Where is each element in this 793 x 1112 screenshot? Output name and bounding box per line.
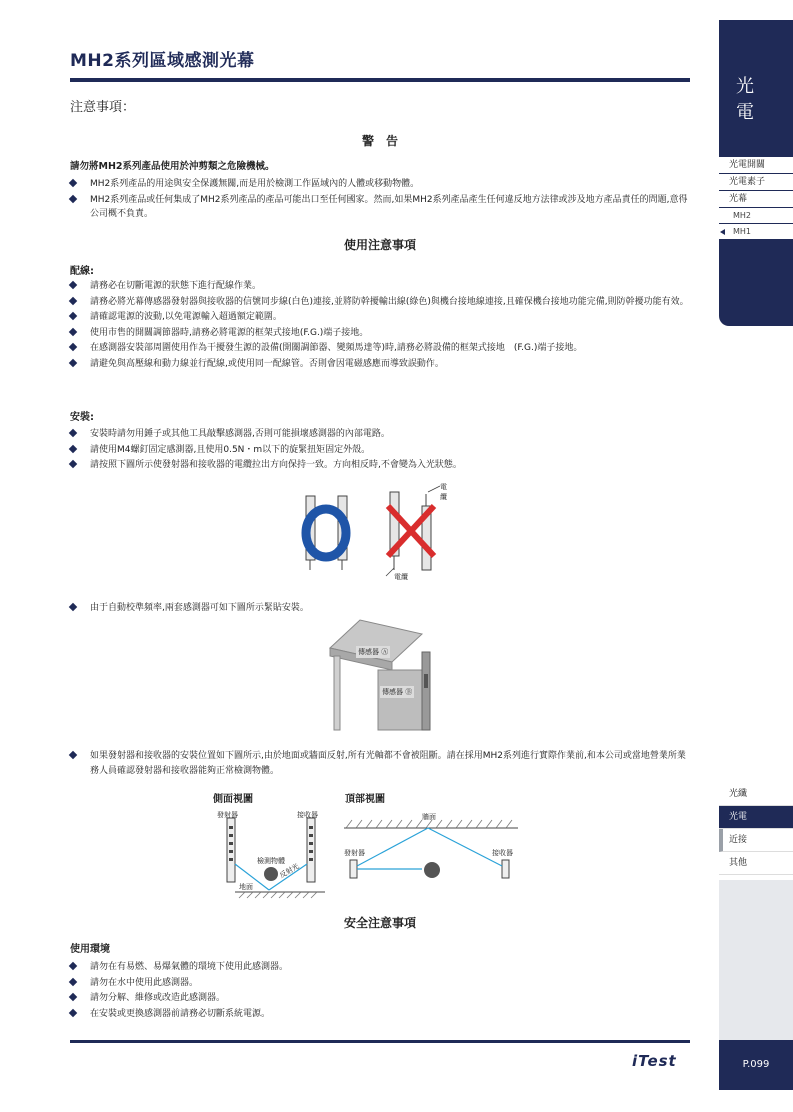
category-photoelectric[interactable]: 光電 [719,806,793,829]
category-fiber[interactable]: 光纖 [719,783,793,806]
side-emitter-label: 發射器 [217,811,238,819]
category-nav [719,783,793,875]
list-item: 請勿在水中使用此感測器。 [70,976,690,991]
title-rule [70,78,690,82]
list-item: 在安裝或更換感測器前請務必切斷系統電源。 [70,1007,690,1022]
diamond-bullet-icon [69,977,77,985]
category-other[interactable]: 其他 [719,852,793,875]
diamond-bullet-icon [69,444,77,452]
env-label: 使用環境 [70,944,110,955]
page-number: P.099 [719,1040,793,1090]
notes-label: 注意事項： [70,100,136,115]
top-receiver-label: 接收器 [492,849,513,857]
page-title: MH2系列區域感測光幕 [70,51,255,71]
safety-list [70,960,690,1022]
list-item: MH2系列產品的用途與安全保護無關,而是用於檢測工作區域內的人體或移動物體。 [70,177,690,192]
warning-lead: 請勿將MH2系列產品使用於沖剪類之危險機械。 [70,161,275,172]
side-reflect-label: 反射光 [278,862,301,880]
diamond-bullet-icon [69,179,77,187]
side-object-label: 檢測物體 [257,857,285,865]
list-item: 由于自動校準頻率,兩套感測器可如下圖所示緊貼安裝。 [70,601,690,616]
sensor-a-label: 傳感器 Ⓐ [358,648,389,656]
cable-label-bottom: 電纜 [394,573,408,581]
diamond-bullet-icon [69,460,77,468]
sidebar-fill [719,880,793,1040]
current-arrow-icon [720,229,725,235]
top-wall-label: 牆面 [422,813,436,821]
diamond-bullet-icon [69,993,77,1001]
top-view-title: 頂部視圖 [345,794,385,805]
sidebar-item-photoelectric-element[interactable]: 光電素子 [719,174,793,191]
sidebar-item-light-curtain[interactable]: 光幕 [719,191,793,208]
diamond-bullet-icon [69,312,77,320]
diamond-bullet-icon [69,603,77,611]
sidebar-sub-mh1[interactable]: MH1 [733,227,752,236]
usage-heading: 使用注意事項 [343,238,416,252]
side-view-title: 側面視圖 [213,794,253,805]
category-proximity[interactable]: 近接 [719,829,793,852]
list-item: 請勿分解、維修或改造此感測器。 [70,991,690,1006]
diamond-bullet-icon [69,962,77,970]
safety-heading: 安全注意事項 [343,916,416,930]
diamond-bullet-icon [69,281,77,289]
diamond-bullet-icon [69,296,77,304]
list-item: 如果發射器和接收器的安裝位置如下圖所示,由於地面或牆面反射,所有光軸都不會被阻斷。請在採用MH2系列進行實際作業前,和本公司或當地營業所業務人員確認發射器和接收器能夠正常檢測物體。 [70,749,690,778]
side-ground-label: 地面 [239,883,253,891]
list-item: 請使用M4螺釘固定感測器,且使用0.5N・m以下的旋緊扭矩固定外殼。 [70,443,690,458]
top-view-diagram [340,808,522,900]
diamond-bullet-icon [69,429,77,437]
adjacent-sensors-figure [320,612,438,736]
list-item: 請避免與高壓線和動力線並行配線,或使用同一配線管。否則會因電磁感應而導致誤動作。 [70,357,690,372]
wiring-label: 配線: [70,266,94,277]
side-receiver-label: 接收器 [297,811,318,819]
diamond-bullet-icon [69,751,77,759]
list-item: 請勿在有易燃、易爆氣體的環境下使用此感測器。 [70,960,690,975]
sidebar-tab-title: 光 電 [736,76,754,123]
reflection-list [70,749,690,779]
top-emitter-label: 發射器 [344,849,365,857]
warning-list [70,177,690,223]
list-item: 請務必在切斷電源的狀態下進行配線作業。 [70,279,690,294]
wiring-list [70,279,690,372]
diamond-bullet-icon [69,358,77,366]
diamond-bullet-icon [69,194,77,202]
list-item: MH2系列產品或任何集成了MH2系列產品的產品可能出口至任何國家。然而,如果MH2系列產品產生任何違反地方法律或涉及地方產品責任的問題,意得公司概不負責。 [70,193,690,222]
diamond-bullet-icon [69,343,77,351]
side-view-diagram [205,808,335,900]
brand-logo: iTest [632,1052,677,1070]
sensor-b-label: 傳感器 Ⓑ [382,688,413,696]
list-item: 在感測器安裝部周圍使用作為干擾發生源的設備(開關調節器、變頻馬達等)時,請務必將設備的框架式接地 (F.G.)端子接地。 [70,341,690,356]
list-item: 請務必將光幕傳感器發射器與接收器的信號同步線(白色)連接,並將防幹擾輸出線(綠色)與機台接地線連接,且確保機台接地功能完備,則防幹擾功能有效。 [70,295,690,310]
sidebar-nav [719,157,793,239]
sidebar-sub-mh2[interactable]: MH2 [719,208,793,224]
list-item: 使用市售的開關調節器時,請務必將電源的框架式接地(F.G.)端子接地。 [70,326,690,341]
install-list [70,427,690,474]
warning-heading: 警 告 [361,134,398,148]
list-item: 請確認電源的波動,以免電源輸入超過額定範圍。 [70,310,690,325]
sidebar-item-photoelectric-switch[interactable]: 光電開關 [719,157,793,174]
cable-direction-figure [290,478,450,586]
cable-label-top: 電纜 [440,483,447,501]
list-item: 安裝時請勿用錘子或其他工具敲擊感測器,否則可能損壞感測器的內部電路。 [70,427,690,442]
install-label: 安裝: [70,412,94,423]
bottom-rule [70,1040,690,1043]
diamond-bullet-icon [69,327,77,335]
list-item: 請按照下圖所示使發射器和接收器的電纜拉出方向保持一致。方向相反時,不會變為入光狀態。 [70,458,690,473]
diamond-bullet-icon [69,1008,77,1016]
